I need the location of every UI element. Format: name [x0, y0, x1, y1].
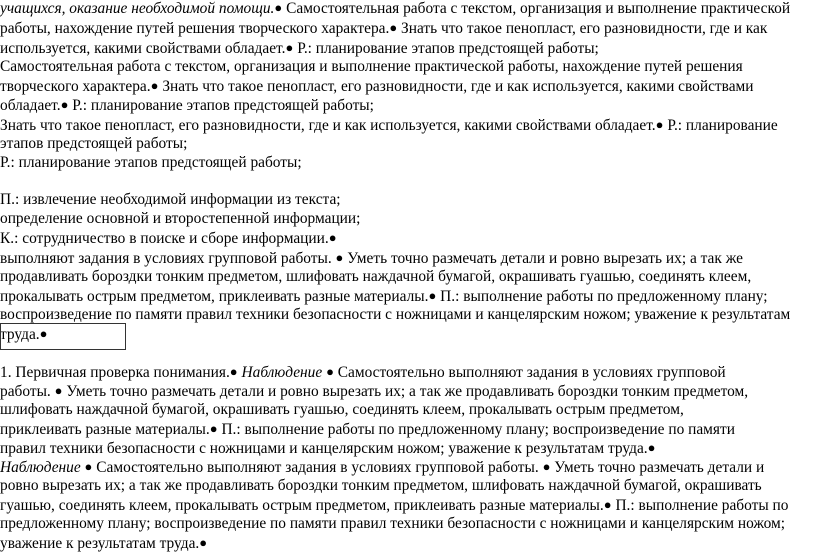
line-text: Знать что такое пенопласт, его разновидности, где и как используется, какими свойствами обладает.	[0, 117, 656, 134]
text-line	[0, 228, 337, 249]
text-line	[0, 381, 748, 402]
text-line	[0, 248, 743, 269]
line-text: Самостоятельная работа с текстом, организация и выполнение практической	[282, 0, 791, 17]
line-text: Самостоятельно выполняют задания в условиях групповой	[333, 364, 726, 381]
line-text: П.: выполнение работы по предложенному плану;	[436, 288, 768, 305]
line-text: предложенному плану; воспроизведение по памяти правил техники безопасности с ножницами и канцелярским ножом;	[0, 515, 786, 532]
text-line	[0, 57, 743, 77]
text-line	[0, 153, 302, 173]
line-text: П.: выполнение работы по	[611, 497, 789, 514]
text-line	[0, 457, 764, 478]
line-text: творческого характера.	[0, 78, 151, 95]
bullet-icon: ●	[647, 440, 656, 455]
bullet-icon: ●	[389, 20, 398, 35]
text-line	[0, 209, 360, 229]
text-line	[0, 134, 187, 154]
text-line	[0, 438, 656, 459]
bullet-icon: ●	[84, 459, 93, 474]
text-line	[0, 115, 778, 136]
bullet-icon: ●	[655, 117, 664, 132]
line-text: прокалывать острым предметом, приклеивать разные материалы.	[0, 288, 429, 305]
line-text: Уметь точно размечать детали и	[550, 459, 765, 476]
bullet-icon: ●	[285, 40, 294, 55]
line-text: Р.: планирование этапов предстоящей работы;	[0, 154, 302, 171]
line-text: правил техники безопасности с ножницами и канцелярским ножом; уважение к результатам труда.	[0, 440, 648, 457]
line-text: Знать что такое пенопласт, его разновидности, где и как	[397, 20, 768, 37]
text-line	[0, 419, 735, 440]
line-text: продавливать бороздки тонким предметом, шлифовать наждачной бумагой, окрашивать гуашью, соединять клеем,	[0, 268, 752, 285]
text-line	[0, 18, 767, 39]
bullet-icon: ●	[150, 78, 159, 93]
bullet-icon: ●	[542, 459, 551, 474]
bullet-icon: ●	[60, 97, 69, 112]
line-text: шлифовать наждачной бумагой, окрашивать гуашью, соединять клеем, прокалывать острым предметом,	[0, 401, 684, 418]
italic-text: учащихся, оказание необходимой помощи.	[0, 0, 275, 17]
line-text: Р.: планирование	[663, 117, 778, 134]
text-line	[0, 190, 341, 210]
bullet-icon: ●	[209, 421, 218, 436]
text-line	[0, 95, 374, 116]
text-line	[0, 286, 768, 307]
line-text: К.: сотрудничество в поиске и сборе информации.	[0, 230, 329, 247]
line-text: выполняют задания в условиях групповой работы.	[0, 250, 336, 267]
text-line	[0, 362, 726, 383]
italic-text: Наблюдение	[0, 459, 85, 476]
line-text: воспроизведение по памяти правил техники безопасности с ножницами и канцелярским ножом; уважение к результатам	[0, 306, 791, 323]
line-text: П.: извлечение необходимой информации из текста;	[0, 191, 341, 208]
line-text: Р.: планирование этапов предстоящей работы;	[68, 97, 374, 114]
text-line	[0, 476, 762, 496]
line-text: Самостоятельная работа с текстом, организация и выполнение практической работы, нахождение путей решения	[0, 58, 743, 75]
line-text: работы.	[0, 383, 55, 400]
text-line	[0, 495, 788, 516]
line-text: Р.: планирование этапов предстоящей работы;	[293, 40, 599, 57]
bullet-icon: ●	[326, 364, 334, 379]
text-line	[0, 514, 785, 534]
text-line	[0, 533, 207, 554]
line-text: обладает.	[0, 97, 61, 114]
line-text: приклеивать разные материалы.	[0, 421, 210, 438]
bullet-icon: ●	[229, 364, 238, 379]
line-text: гуашью, соединять клеем, прокалывать острым предметом, приклеивать разные материалы.	[0, 497, 604, 514]
line-text: Уметь точно размечать детали и ровно вырезать их; а так же продавливать бороздки тонким предметом,	[62, 383, 749, 400]
bullet-icon: ●	[428, 288, 437, 303]
text-line	[0, 305, 790, 325]
text-line	[0, 38, 599, 59]
line-text: Самостоятельно выполняют задания в условиях групповой работы.	[92, 459, 543, 476]
empty-table-cell	[0, 323, 126, 350]
line-text: работы, нахождение путей решения творческого характера.	[0, 20, 390, 37]
italic-text: Наблюдение	[241, 364, 327, 381]
line-text: Знать что такое пенопласт, его разновидности, где и как используется, какими свойствами	[158, 78, 754, 95]
bullet-icon: ●	[274, 0, 283, 15]
line-text: используется, какими свойствами обладает.	[0, 40, 286, 57]
text-line	[0, 267, 751, 287]
bullet-icon: ●	[199, 535, 208, 550]
line-text: уважение к результатам труда.	[0, 535, 200, 552]
line-text: определение основной и второстепенной информации;	[0, 210, 361, 227]
line-text: 1. Первичная проверка понимания.	[0, 364, 230, 381]
line-text: ровно вырезать их; а так же продавливать бороздки тонким предметом, шлифовать наждачной бумагой, окрашивать	[0, 477, 762, 494]
line-text: этапов предстоящей работы;	[0, 135, 188, 152]
bullet-icon: ●	[335, 250, 344, 265]
text-line	[0, 400, 684, 420]
line-text: труда.	[0, 326, 40, 343]
line-text: Уметь точно размечать детали и ровно вырезать их; а так же	[343, 250, 743, 267]
bullet-icon: ●	[39, 326, 48, 341]
bullet-icon: ●	[603, 497, 612, 512]
bullet-icon: ●	[54, 383, 63, 398]
line-text: П.: выполнение работы по предложенному плану; воспроизведение по памяти	[217, 421, 735, 438]
text-line	[0, 76, 754, 97]
bullet-icon: ●	[328, 230, 337, 245]
text-line	[0, 0, 790, 19]
